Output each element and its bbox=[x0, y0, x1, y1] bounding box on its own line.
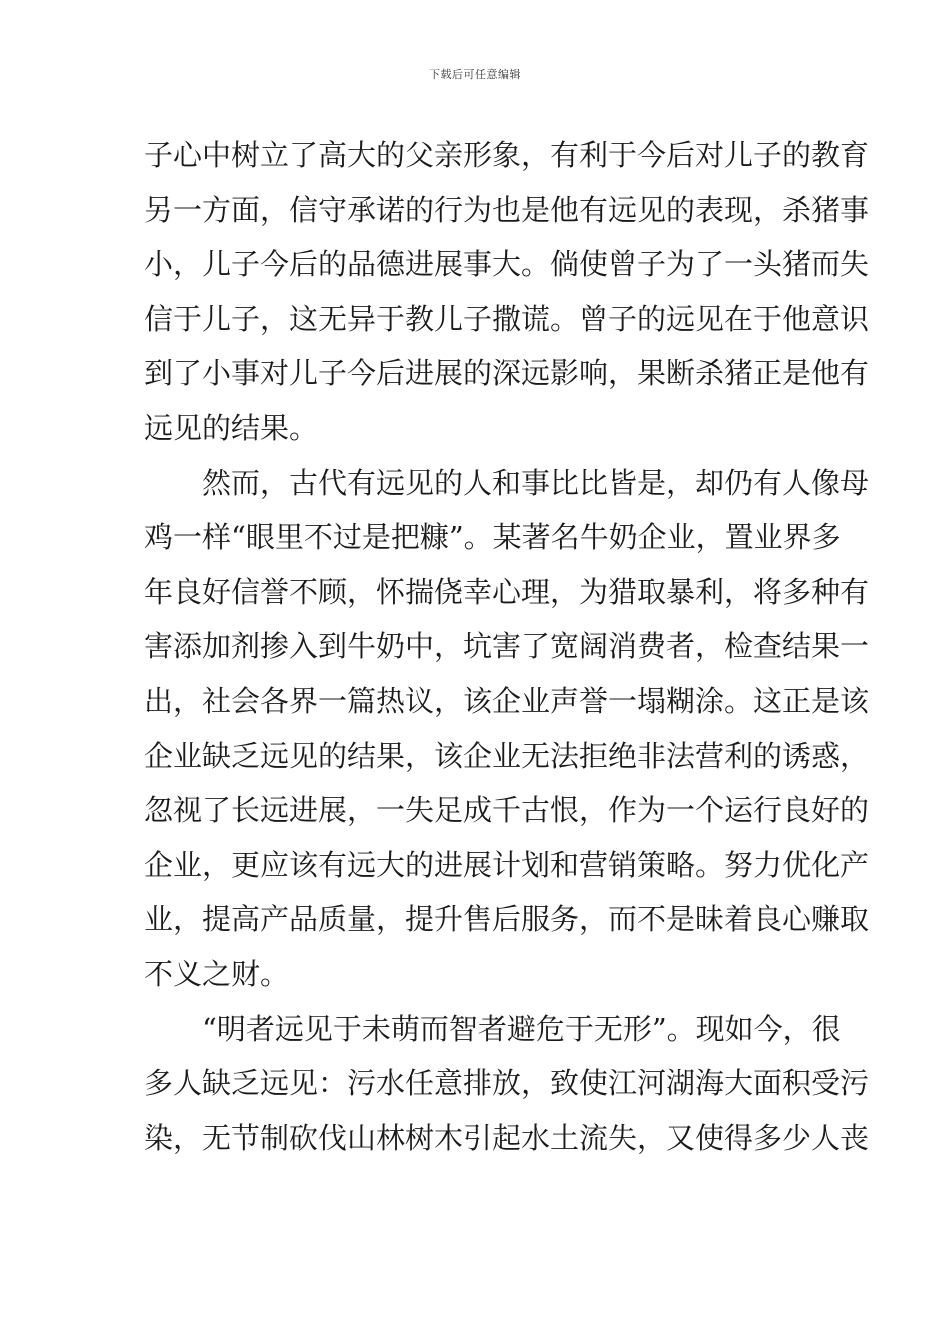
text-line: 多人缺乏远见：污水任意排放，致使江河湖海大面积受污 bbox=[144, 1066, 870, 1101]
text-line: 害添加剂掺入到牛奶中，坑害了宽阔消费者，检查结果一 bbox=[144, 629, 870, 664]
text-line: 另一方面，信守承诺的行为也是他有远见的表现，杀猪事 bbox=[144, 192, 870, 227]
text-line: 子心中树立了高大的父亲形象，有利于今后对儿子的教育 bbox=[144, 138, 870, 172]
text-line: 年良好信誉不顾，怀揣侥幸心理，为猎取暴利，将多种有 bbox=[144, 574, 870, 609]
text-line: 信于儿子，这无异于教儿子撒谎。曾子的远见在于他意识 bbox=[144, 301, 870, 336]
text-line: 出，社会各界一篇热议，该企业声誉一塌糊涂。这正是该 bbox=[144, 683, 870, 718]
text-line: 企业，更应该有远大的进展计划和营销策略。努力优化产 bbox=[144, 847, 870, 882]
text-line: 远见的结果。 bbox=[144, 410, 319, 445]
text-line: 到了小事对儿子今后进展的深远影响，果断杀猪正是他有 bbox=[144, 356, 870, 391]
text-line: 业，提高产品质量，提升售后服务，而不是昧着良心赚取 bbox=[144, 902, 870, 937]
text-line: 然而，古代有远见的人和事比比皆是，却仍有人像母 bbox=[144, 465, 870, 500]
text-line: 鸡一样“眼里不过是把糠”。某著名牛奶企业，置业界多 bbox=[144, 520, 841, 555]
text-line: 小，儿子今后的品德进展事大。倘使曾子为了一头猪而失 bbox=[144, 247, 870, 282]
text-line: 企业缺乏远见的结果，该企业无法拒绝非法营利的诱惑， bbox=[144, 738, 870, 773]
page-header: 下载后可任意编辑 bbox=[429, 68, 521, 81]
text-line: 染，无节制砍伐山林树木引起水土流失，又使得多少人丧 bbox=[144, 1120, 870, 1155]
text-line: “明者远见于未萌而智者避危于无形”。现如今，很 bbox=[144, 1011, 841, 1046]
text-line: 不义之财。 bbox=[144, 956, 290, 991]
text-line: 忽视了长远进展，一失足成千古恨，作为一个运行良好的 bbox=[144, 793, 870, 828]
document-body bbox=[144, 128, 870, 1165]
